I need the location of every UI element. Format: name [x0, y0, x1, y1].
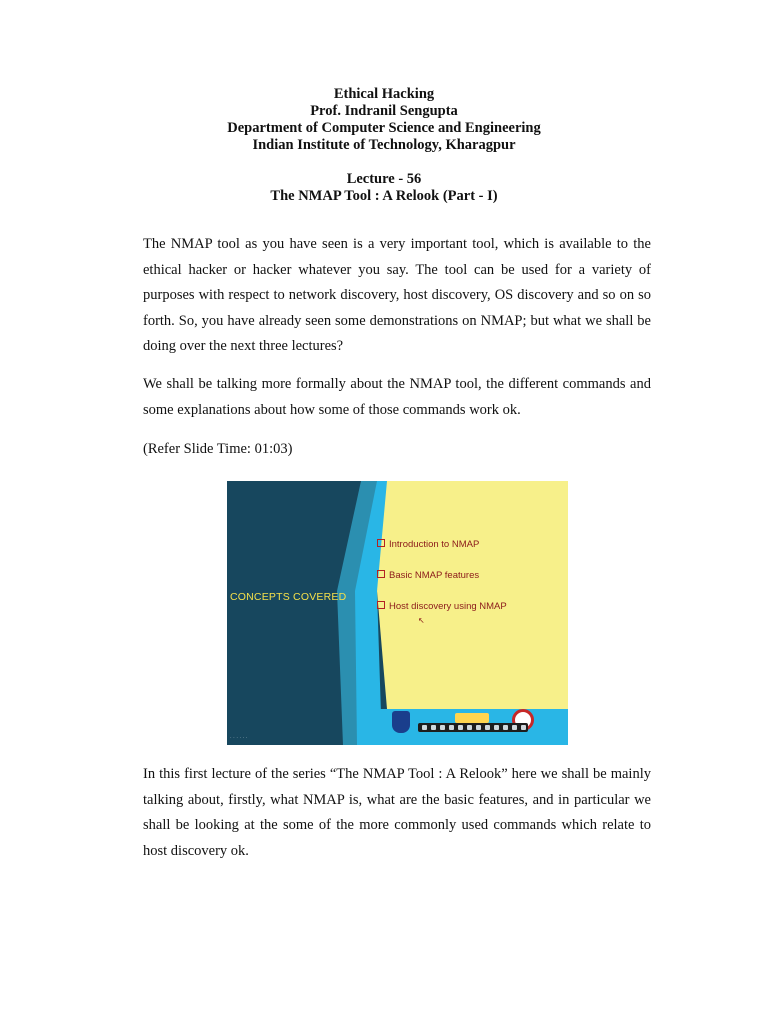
department-name: Department of Computer Science and Engineering — [227, 120, 541, 136]
slide-footer-dots: · · · · · · — [230, 735, 248, 741]
slide-bullet-label: Basic NMAP features — [389, 570, 480, 581]
slide-bullet-label: Host discovery using NMAP — [389, 601, 507, 612]
slide-time-reference: (Refer Slide Time: 01:03) — [143, 441, 293, 457]
checkbox-bullet-icon — [377, 601, 385, 609]
course-title: Ethical Hacking — [333, 86, 435, 102]
slide-bullet-features — [377, 570, 479, 581]
lecture-title: The NMAP Tool : A Relook (Part - I) — [270, 188, 498, 204]
lecture-number: Lecture - 56 — [346, 171, 422, 187]
document-header — [0, 86, 768, 205]
paragraph-lecture-scope: In this first lecture of the series “The NMAP Tool : A Relook” here we shall be mainly talking about, firstly, what NMAP is, what are the basic features, and in particular we shall be looking at the some of the more commonly used commands which relate to host discovery ok. — [143, 766, 651, 859]
mouse-cursor-icon: ↖ — [418, 616, 425, 625]
slide-bullet-host-discovery — [377, 601, 507, 612]
slide-bullet-introduction — [377, 539, 479, 550]
nptel-logo-icon — [455, 713, 489, 723]
institute-name: Indian Institute of Technology, Kharagpur — [252, 137, 516, 153]
slide-bullet-label: Introduction to NMAP — [389, 539, 480, 550]
paragraph-overview: We shall be talking more formally about the NMAP tool, the different commands and some explanations about how some of those commands work ok. — [143, 376, 651, 418]
checkbox-bullet-icon — [377, 539, 385, 547]
iit-logo-icon — [392, 711, 410, 733]
slide-toolbar — [418, 723, 528, 732]
slide-background — [227, 481, 568, 745]
paragraph-intro: The NMAP tool as you have seen is a very important tool, which is available to the ethical hacker or hacker whatever you say. The tool can be used for a variety of purposes with respect to network discovery, host discovery, OS discovery and so on so forth. So, you have already seen some demonstrations on NMAP; but what we shall be doing over the next three lectures? — [143, 236, 651, 354]
professor-name: Prof. Indranil Sengupta — [310, 103, 458, 119]
checkbox-bullet-icon — [377, 570, 385, 578]
slide-heading: CONCEPTS COVERED — [230, 591, 347, 603]
lecture-slide-image — [227, 481, 568, 745]
